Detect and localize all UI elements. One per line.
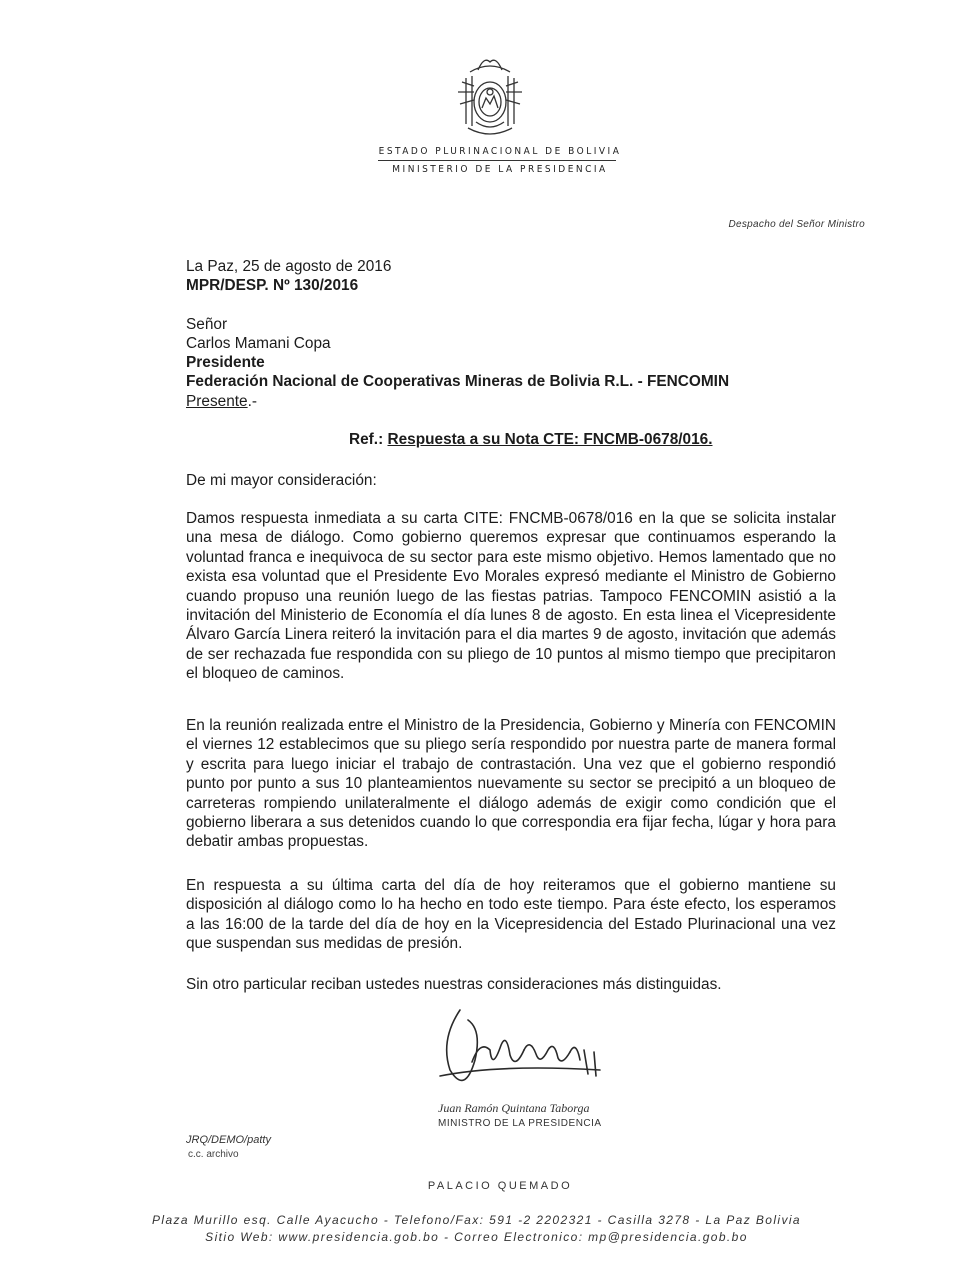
reference-line — [349, 430, 713, 449]
ref-label: Ref.: — [349, 431, 384, 448]
recipient-salutation: Señor — [186, 316, 228, 333]
presente-suffix: .- — [247, 393, 258, 410]
reference-number: MPR/DESP. Nº 130/2016 — [186, 277, 359, 294]
ministry-name: MINISTERIO DE LA PRESIDENCIA — [392, 164, 608, 175]
office-label: Despacho del Señor Ministro — [728, 219, 865, 230]
state-name: ESTADO PLURINACIONAL DE BOLIVIA — [378, 146, 622, 157]
footer-web: Sitio Web: www.presidencia.gob.bo - Correo Electronico: mp@presidencia.gob.bo — [205, 1230, 748, 1244]
place-date: La Paz, 25 de agosto de 2016 — [186, 258, 392, 275]
palace-name: PALACIO QUEMADO — [427, 1180, 573, 1192]
signatory-role: MINISTRO DE LA PRESIDENCIA — [438, 1118, 602, 1129]
signatory-name: Juan Ramón Quintana Taborga — [438, 1101, 590, 1115]
signature-icon — [420, 1000, 620, 1100]
footer-address: Plaza Murillo esq. Calle Ayacucho - Telefono/Fax: 591 -2 2202321 - Casilla 3278 - La Paz Bolivia — [151, 1213, 802, 1227]
header-divider — [378, 160, 616, 161]
body-paragraph-2: En la reunión realizada entre el Ministro de la Presidencia, Gobierno y Minería con FENCOMIN el viernes 12 establecimos que su pliego sería respondido por nuestra parte de manera formal y escrita para luego iniciar el trabajo de contrastación. Una vez que el gobierno respondió punto por punto a sus 10 planteamientos nuevamente su sector se precipitó a un bloqueo de carreteras rompiendo unilateralmente el diálogo además de exigir como condición que el gobierno liberara a sus detenidos cuando lo que correspondia era fijar fecha, lúgar y hora para debatir ambas propuestas. — [186, 717, 836, 851]
recipient-organization: Federación Nacional de Cooperativas Mineras de Bolivia R.L. - FENCOMIN — [186, 373, 730, 390]
closing: Sin otro particular reciban ustedes nuestras consideraciones más distinguidas. — [186, 976, 722, 993]
recipient-title: Presidente — [186, 354, 265, 371]
cc-note: c.c. archivo — [188, 1149, 239, 1160]
body-paragraph-3: En respuesta a su última carta del día de hoy reiteramos que el gobierno mantiene su disposición al diálogo como lo ha hecho en todo este tiempo. Para éste efecto, los esperamos a las 16:00 de la tarde del día de hoy en la Vicepresidencia del Estado Plurinacional una vez que suspendan sus medidas de presión. — [186, 877, 836, 953]
initials: JRQ/DEMO/patty — [186, 1134, 271, 1146]
greeting: De mi mayor consideración: — [186, 472, 377, 489]
bolivia-coat-of-arms-icon — [448, 52, 532, 140]
body-paragraph-1: Damos respuesta inmediata a su carta CITE: FNCMB-0678/016 en la que se solicita instalar una mesa de diálogo. Como gobierno queremos expresar que continuamos esperando la voluntad franca e inequivoca de su sector para este mismo objetivo. Hemos lamentado que no exista esa voluntad que el Presidente Evo Morales expresó mediante el Ministro de Gobierno cuando propuso una reunión luego de las fiestas patrias. Tampoco FENCOMIN asistió a la invitación del Ministerio de Economía el día lunes 8 de agosto. En esta linea el Vicepresidente Álvaro García Linera reiteró la invitación para el dia martes 9 de agosto, invitación que además de ser rechazada fue respondida con su pliego de 10 puntos al mismo tiempo que precipitaron el bloqueo de caminos. — [186, 510, 836, 683]
recipient-name: Carlos Mamani Copa — [186, 335, 331, 352]
ref-text: Respuesta a su Nota CTE: FNCMB-0678/016. — [387, 431, 713, 448]
recipient-presente — [186, 392, 257, 411]
presente-text: Presente — [186, 393, 248, 410]
